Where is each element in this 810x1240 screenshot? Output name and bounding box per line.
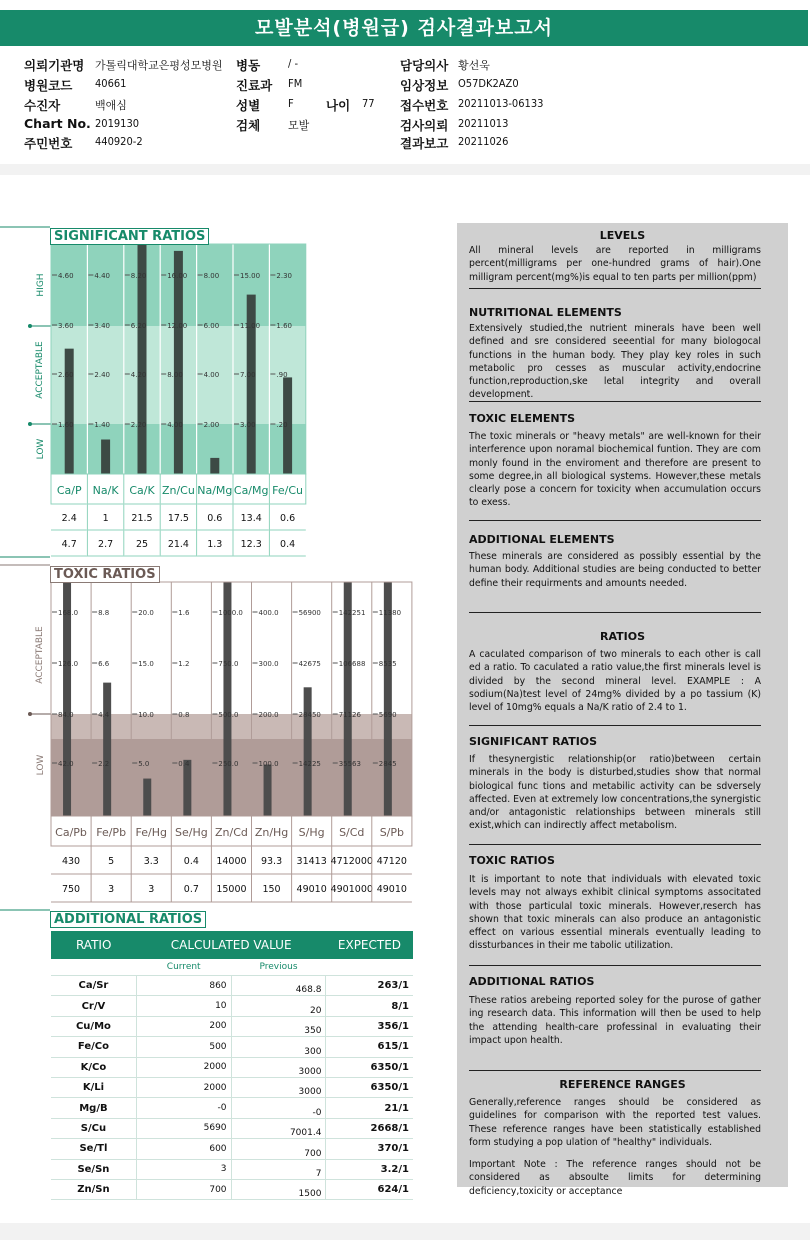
- field-value: 가톨릭대학교은평성모병원: [95, 59, 223, 72]
- tick-label: 11380: [378, 609, 402, 617]
- current-value: 5: [108, 856, 115, 867]
- divider: [469, 844, 761, 845]
- tick-label: 10.0: [138, 711, 154, 719]
- field-label: 담당의사: [400, 58, 449, 73]
- previous-value: 4901000: [330, 884, 373, 895]
- current-value: 47120: [376, 856, 407, 867]
- significant-ratios-chart: [0, 226, 310, 558]
- expected-cell: 370/1: [326, 1139, 413, 1159]
- tick-label: 1.40: [94, 421, 110, 429]
- tick-label: 3.60: [58, 322, 74, 330]
- tick-label: 126.0: [58, 660, 79, 668]
- previous-value: 49010: [296, 884, 327, 895]
- tick-label: 35563: [338, 760, 361, 768]
- tick-label: 2.20: [130, 421, 147, 429]
- tick-label: 3.40: [94, 322, 110, 330]
- expected-cell: 3.2/1: [326, 1159, 413, 1179]
- tick-label: 4.00: [167, 421, 183, 429]
- field-label: 결과보고: [400, 136, 449, 151]
- field-value: 40661: [95, 77, 127, 90]
- ratio-bar: [264, 765, 272, 816]
- zone-label-high: HIGH: [36, 273, 46, 297]
- previous-cell: 468.8: [231, 976, 326, 996]
- table-row: [51, 1139, 413, 1159]
- current-cell: 2000: [136, 1077, 231, 1097]
- ratio-name: S/Cd: [339, 826, 365, 839]
- ratio-cell: Mg/B: [51, 1098, 136, 1118]
- zone-marker-dot: [28, 422, 32, 426]
- table-header-row: [51, 931, 413, 959]
- ratio-cell: Fe/Co: [51, 1037, 136, 1057]
- previous-value: 25: [135, 539, 149, 550]
- field-label: 성별: [236, 98, 261, 113]
- important-note-text: Important Note : The reference ranges should not be considered as absoulte limits for determining deficiency,toxicity or acceptance: [469, 1159, 761, 1197]
- ratio-cell: Se/Sn: [51, 1159, 136, 1179]
- report-title: 모발분석(병원급) 검사결과보고서: [0, 10, 808, 46]
- tick-label: 2.40: [94, 371, 110, 379]
- tick-label: 4.40: [94, 272, 110, 280]
- current-value: 3.3: [143, 856, 159, 867]
- ratio-name: Zn/Cd: [215, 826, 248, 839]
- zone-label-low: LOW: [36, 754, 46, 776]
- table-row: [51, 996, 413, 1016]
- previous-cell: 700: [231, 1139, 326, 1159]
- current-value: 0.6: [280, 513, 296, 524]
- previous-cell: 7001.4: [231, 1118, 326, 1138]
- field-label: 검사의뢰: [400, 118, 449, 133]
- significant-ratios-text: If thesynergistic relationship(or ratio)between certain minerals in the body is disturbed,studies show that normal biological func tions and metabilic activity can be sdversely affected. Even at extremely low concentrations,the synergistic and/or antagonistic relationships between minerals still exist,which can indirectly affect metabolism.: [469, 754, 761, 832]
- significant-ratios-heading: SIGNIFICANT RATIOS: [469, 735, 598, 748]
- field-label: 임상정보: [400, 78, 449, 93]
- additional-elements-heading: ADDITIONAL ELEMENTS: [469, 533, 615, 546]
- tick-label: 8.20: [130, 272, 147, 280]
- tick-label: 1.2: [178, 660, 190, 668]
- table-row: [51, 1057, 413, 1077]
- previous-value: 150: [262, 884, 281, 895]
- ratio-cell: Se/Tl: [51, 1139, 136, 1159]
- table-row: [51, 1098, 413, 1118]
- tick-label: 168.0: [58, 609, 79, 617]
- tick-label: 3.00: [240, 421, 256, 429]
- expected-cell: 2668/1: [326, 1118, 413, 1138]
- tick-label: 6.6: [98, 660, 110, 668]
- field-value: 모발: [288, 119, 310, 132]
- tick-label: 15.0: [138, 660, 154, 668]
- expected-cell: 21/1: [326, 1098, 413, 1118]
- ratio-name: Na/Mg: [197, 484, 233, 497]
- ratio-bar: [65, 349, 74, 474]
- field-label: 나이: [326, 98, 351, 113]
- previous-cell: 20: [231, 996, 326, 1016]
- reference-ranges-heading: REFERENCE RANGES: [559, 1078, 686, 1091]
- ratio-cell: Ca/Sr: [51, 976, 136, 996]
- field-value: 77: [362, 97, 375, 110]
- ratio-cell: K/Li: [51, 1077, 136, 1097]
- tick-label: 7.00: [240, 371, 256, 379]
- ratio-bar: [183, 760, 191, 816]
- field-label: 접수번호: [400, 98, 449, 113]
- empty-cell: [326, 959, 413, 976]
- tick-label: 4.20: [130, 371, 147, 379]
- tick-label: 200.0: [258, 711, 279, 719]
- ratio-bar: [304, 687, 312, 816]
- previous-cell: -0: [231, 1098, 326, 1118]
- tick-label: 142251: [338, 609, 366, 617]
- current-cell: 600: [136, 1139, 231, 1159]
- previous-value: 1.3: [207, 539, 223, 550]
- current-value: 31413: [296, 856, 327, 867]
- toxic-ratios-title: TOXIC RATIOS: [50, 566, 160, 583]
- previous-value: 4.7: [61, 539, 77, 550]
- additional-ratios-text: These ratios arebeing reported soley for the purose of gather ing research data. This information will then be used to help the attending health-care professinal in evaluating their impact upon health.: [469, 995, 761, 1046]
- tick-label: 1.60: [276, 322, 292, 330]
- divider: [469, 1070, 761, 1071]
- tick-label: 8.00: [167, 371, 183, 379]
- ratio-cell: Cr/V: [51, 996, 136, 1016]
- field-value: 20211013-06133: [458, 97, 544, 110]
- previous-cell: 350: [231, 1016, 326, 1036]
- tick-label: 42.0: [58, 760, 74, 768]
- table-subheader-row: [51, 959, 413, 976]
- expected-cell: 263/1: [326, 976, 413, 996]
- tick-label: 100.0: [258, 760, 279, 768]
- current-value: 2.4: [61, 513, 77, 524]
- reference-ranges-text: Generally,reference ranges should be considered as guidelines for comparison with the reported test values. These reference ranges have been statistically established form studying a pop ulation of "healthy" individuals.: [469, 1097, 761, 1148]
- toxic-ratios-text: It is important to note that individuals with elevated toxic levels may not always exhibit clinical symptoms associtated with those particulal toxic minerals. However,reserch has shown that toxic minerals can also produce an antagonistic effect on various essential minerals eventually leading to dissturbances in their me tabolic utilization.: [469, 874, 761, 952]
- previous-cell: 1500: [231, 1179, 326, 1199]
- ratio-cell: S/Cu: [51, 1118, 136, 1138]
- zone-marker-dot: [28, 324, 32, 328]
- zone-label-acceptable: ACCEPTABLE: [35, 341, 45, 399]
- ratio-bar: [174, 251, 183, 474]
- ratio-name: Zn/Hg: [254, 826, 289, 839]
- ratios-heading: RATIOS: [600, 630, 645, 643]
- expected-cell: 356/1: [326, 1016, 413, 1036]
- ratio-bar: [223, 582, 231, 816]
- additional-ratios-table: [51, 931, 413, 1200]
- tick-label: 750.0: [218, 660, 239, 668]
- expected-cell: 6350/1: [326, 1077, 413, 1097]
- divider: [469, 401, 761, 402]
- divider: [469, 288, 761, 289]
- report-header: [0, 0, 810, 164]
- tick-label: .90: [276, 371, 288, 379]
- tick-label: 16.00: [167, 272, 188, 280]
- ratio-name: S/Pb: [379, 826, 405, 839]
- info-panel: [457, 223, 788, 1197]
- previous-value: 3: [108, 884, 115, 895]
- previous-value: 15000: [216, 884, 247, 895]
- tick-label: 1.60: [58, 421, 74, 429]
- field-value: 20211013: [458, 117, 509, 130]
- tick-label: 28450: [298, 711, 321, 719]
- previous-value: 0.7: [183, 884, 199, 895]
- tick-label: 15.00: [240, 272, 261, 280]
- field-label: 수진자: [24, 98, 61, 113]
- header-expected: EXPECTED: [326, 931, 413, 959]
- previous-cell: 3000: [231, 1057, 326, 1077]
- ratio-name: Se/Hg: [174, 826, 208, 839]
- header-ratio: RATIO: [51, 931, 136, 959]
- field-label: 주민번호: [24, 136, 73, 151]
- current-value: 21.5: [131, 513, 153, 524]
- field-value: 2019130: [95, 117, 140, 130]
- tick-label: 0.8: [178, 711, 190, 719]
- current-value: 0.6: [207, 513, 223, 524]
- levels-text: All mineral levels are reported in milligrams percent(milligrams per one-hundred grams of hair).One milligram percent(mg%)is equal to ten parts per million(ppm): [469, 245, 761, 283]
- current-cell: 860: [136, 976, 231, 996]
- additional-ratios-title: ADDITIONAL RATIOS: [50, 911, 206, 928]
- tick-label: 400.0: [258, 609, 279, 617]
- ratio-bar: [143, 779, 151, 816]
- current-value: 93.3: [260, 856, 283, 867]
- current-value: 13.4: [240, 513, 262, 524]
- additional-elements-text: These minerals are considered as possibly essential by the human body. Additional studies are being conducted to better define their requirments and amounts needed.: [469, 551, 761, 589]
- ratio-cell: Zn/Sn: [51, 1179, 136, 1199]
- expected-cell: 6350/1: [326, 1057, 413, 1077]
- field-value: 백애심: [95, 99, 127, 112]
- ratio-cell: K/Co: [51, 1057, 136, 1077]
- field-value: / -: [288, 57, 299, 70]
- divider: [469, 725, 761, 726]
- field-label: 의뢰기관명: [24, 58, 85, 73]
- ratio-name: Fe/Hg: [135, 826, 167, 839]
- previous-value: 12.3: [240, 539, 262, 550]
- ratio-bar: [384, 582, 392, 816]
- zone-marker-dot: [28, 712, 32, 716]
- header-calculated: CALCULATED VALUE: [136, 931, 326, 959]
- tick-label: 4.60: [58, 272, 74, 280]
- tick-label: 2845: [378, 760, 397, 768]
- tick-label: 0.4: [178, 760, 190, 768]
- tick-label: 14225: [298, 760, 321, 768]
- previous-value: 3: [148, 884, 155, 895]
- expected-cell: 624/1: [326, 1179, 413, 1199]
- tick-label: 6.20: [130, 322, 147, 330]
- expected-cell: 615/1: [326, 1037, 413, 1057]
- tick-label: 11.00: [240, 322, 261, 330]
- previous-cell: 300: [231, 1037, 326, 1057]
- current-cell: 200: [136, 1016, 231, 1036]
- ratio-name: Ca/P: [56, 484, 82, 497]
- field-value: O57DK2AZ0: [458, 77, 519, 90]
- ratios-text: A caculated comparison of two minerals to each other is call ed a ratio. To caculated a ratio value,the first minerals level is divided by the second mineral level. EXAMPLE : A sodium(Na)test level of 24mg% divided by a po tassium (K) level of 10mg% equals a Na/K ratio of 2.4 to 1.: [469, 649, 761, 714]
- tick-label: .20: [276, 421, 288, 429]
- tick-label: 84.0: [58, 711, 74, 719]
- tick-label: 2.00: [203, 421, 220, 429]
- toxic-elements-heading: TOXIC ELEMENTS: [469, 412, 576, 425]
- significant-ratios-title: SIGNIFICANT RATIOS: [50, 228, 209, 245]
- table-row: [51, 976, 413, 996]
- expected-cell: 8/1: [326, 996, 413, 1016]
- tick-label: 4.4: [98, 711, 110, 719]
- tick-label: 42675: [298, 660, 321, 668]
- tick-label: 8535: [378, 660, 397, 668]
- ratio-bar: [103, 683, 111, 816]
- tick-label: 8.8: [98, 609, 110, 617]
- nutritional-text: Extensively studied,the nutrient minerals have been well defined and sre considered seeential for many biologocal functions in the human body. They play key roles in such metabolic pro cesses as muscular activity,endocrine function,reproduction,ske letal integrity and overall development.: [469, 323, 761, 401]
- tick-label: 5690: [378, 711, 397, 719]
- field-value: FM: [288, 77, 303, 90]
- table-row: [51, 1037, 413, 1057]
- ratio-name: Ca/Mg: [233, 484, 269, 497]
- previous-value: 21.4: [167, 539, 189, 550]
- current-value: 430: [61, 856, 81, 867]
- field-label: 진료과: [236, 78, 273, 93]
- field-value: 440920-2: [95, 135, 143, 148]
- ratio-name: S/Hg: [298, 826, 325, 839]
- field-label: 검체: [236, 118, 261, 133]
- zone-label-acceptable: ACCEPTABLE: [35, 626, 45, 684]
- ratio-bar: [63, 582, 71, 816]
- table-body: [51, 976, 413, 1200]
- tick-label: 56900: [298, 609, 321, 617]
- current-cell: 5690: [136, 1118, 231, 1138]
- previous-value: 750: [61, 884, 81, 895]
- current-cell: 10: [136, 996, 231, 1016]
- ratio-name: Ca/Pb: [55, 826, 87, 839]
- tick-label: 6.00: [203, 322, 220, 330]
- tick-label: 12.00: [167, 322, 188, 330]
- current-cell: 2000: [136, 1057, 231, 1077]
- empty-cell: [51, 959, 136, 976]
- field-value: 황선욱: [458, 59, 490, 72]
- current-cell: 500: [136, 1037, 231, 1057]
- table-row: [51, 1016, 413, 1036]
- header-previous: Previous: [231, 959, 326, 976]
- additional-ratios-heading: ADDITIONAL RATIOS: [469, 975, 595, 988]
- ratio-cell: Cu/Mo: [51, 1016, 136, 1036]
- tick-label: 5.0: [138, 760, 150, 768]
- toxic-ratios-heading: TOXIC RATIOS: [469, 854, 555, 867]
- tick-label: 1.6: [178, 609, 190, 617]
- field-value: F: [288, 97, 294, 110]
- table-row: [51, 1118, 413, 1138]
- ratio-bar: [101, 440, 110, 475]
- tick-label: 250.0: [218, 760, 239, 768]
- previous-cell: 7: [231, 1159, 326, 1179]
- tick-label: 2.2: [98, 760, 110, 768]
- tick-label: 4.00: [203, 371, 220, 379]
- ratio-name: Zn/Cu: [161, 484, 195, 497]
- field-label: 병원코드: [24, 78, 73, 93]
- current-value: 14000: [216, 856, 247, 867]
- field-label: 병동: [236, 58, 261, 73]
- header-current: Current: [136, 959, 231, 976]
- previous-value: 0.4: [280, 539, 296, 550]
- field-label: Chart No.: [24, 116, 91, 131]
- tick-label: 1000.0: [218, 609, 243, 617]
- previous-value: 49010: [376, 884, 407, 895]
- divider: [469, 520, 761, 521]
- tick-label: 500.0: [218, 711, 239, 719]
- tick-label: 20.0: [138, 609, 154, 617]
- tick-label: 300.0: [258, 660, 279, 668]
- divider: [469, 965, 761, 966]
- tick-label: 71126: [338, 711, 361, 719]
- levels-heading: LEVELS: [599, 229, 646, 242]
- toxic-elements-text: The toxic minerals or "heavy metals" are well-known for their interference upon noramal biochemical funtion. They are com monly found in the enviroment and therefore are present to some degree,in all biological systems. However,these metals clearly pose a concern for toxicity when accumulation occurs to exess.: [469, 431, 761, 509]
- ratio-name: Na/K: [92, 484, 119, 497]
- tick-label: 8.00: [203, 272, 220, 280]
- ratio-name: Fe/Pb: [96, 826, 127, 839]
- table-row: [51, 1159, 413, 1179]
- current-cell: 700: [136, 1179, 231, 1199]
- current-value: 4712000: [330, 856, 373, 867]
- ratio-name: Fe/Cu: [272, 484, 304, 497]
- tick-label: 2.30: [276, 272, 292, 280]
- ratio-bar: [344, 582, 352, 816]
- tick-label: 106688: [338, 660, 366, 668]
- nutritional-heading: NUTRITIONAL ELEMENTS: [469, 306, 622, 319]
- divider: [469, 612, 761, 613]
- previous-value: 2.7: [98, 539, 114, 550]
- ratio-name: Ca/K: [129, 484, 155, 497]
- current-value: 0.4: [183, 856, 199, 867]
- tick-label: 2.60: [58, 371, 74, 379]
- toxic-ratios-chart: [0, 564, 420, 904]
- previous-cell: 3000: [231, 1077, 326, 1097]
- zone-label-low: LOW: [36, 438, 46, 460]
- current-value: 17.5: [167, 513, 189, 524]
- current-cell: -0: [136, 1098, 231, 1118]
- table-row: [51, 1077, 413, 1097]
- field-value: 20211026: [458, 135, 509, 148]
- current-cell: 3: [136, 1159, 231, 1179]
- current-value: 1: [102, 513, 109, 524]
- ratio-bar: [210, 458, 219, 474]
- table-row: [51, 1179, 413, 1199]
